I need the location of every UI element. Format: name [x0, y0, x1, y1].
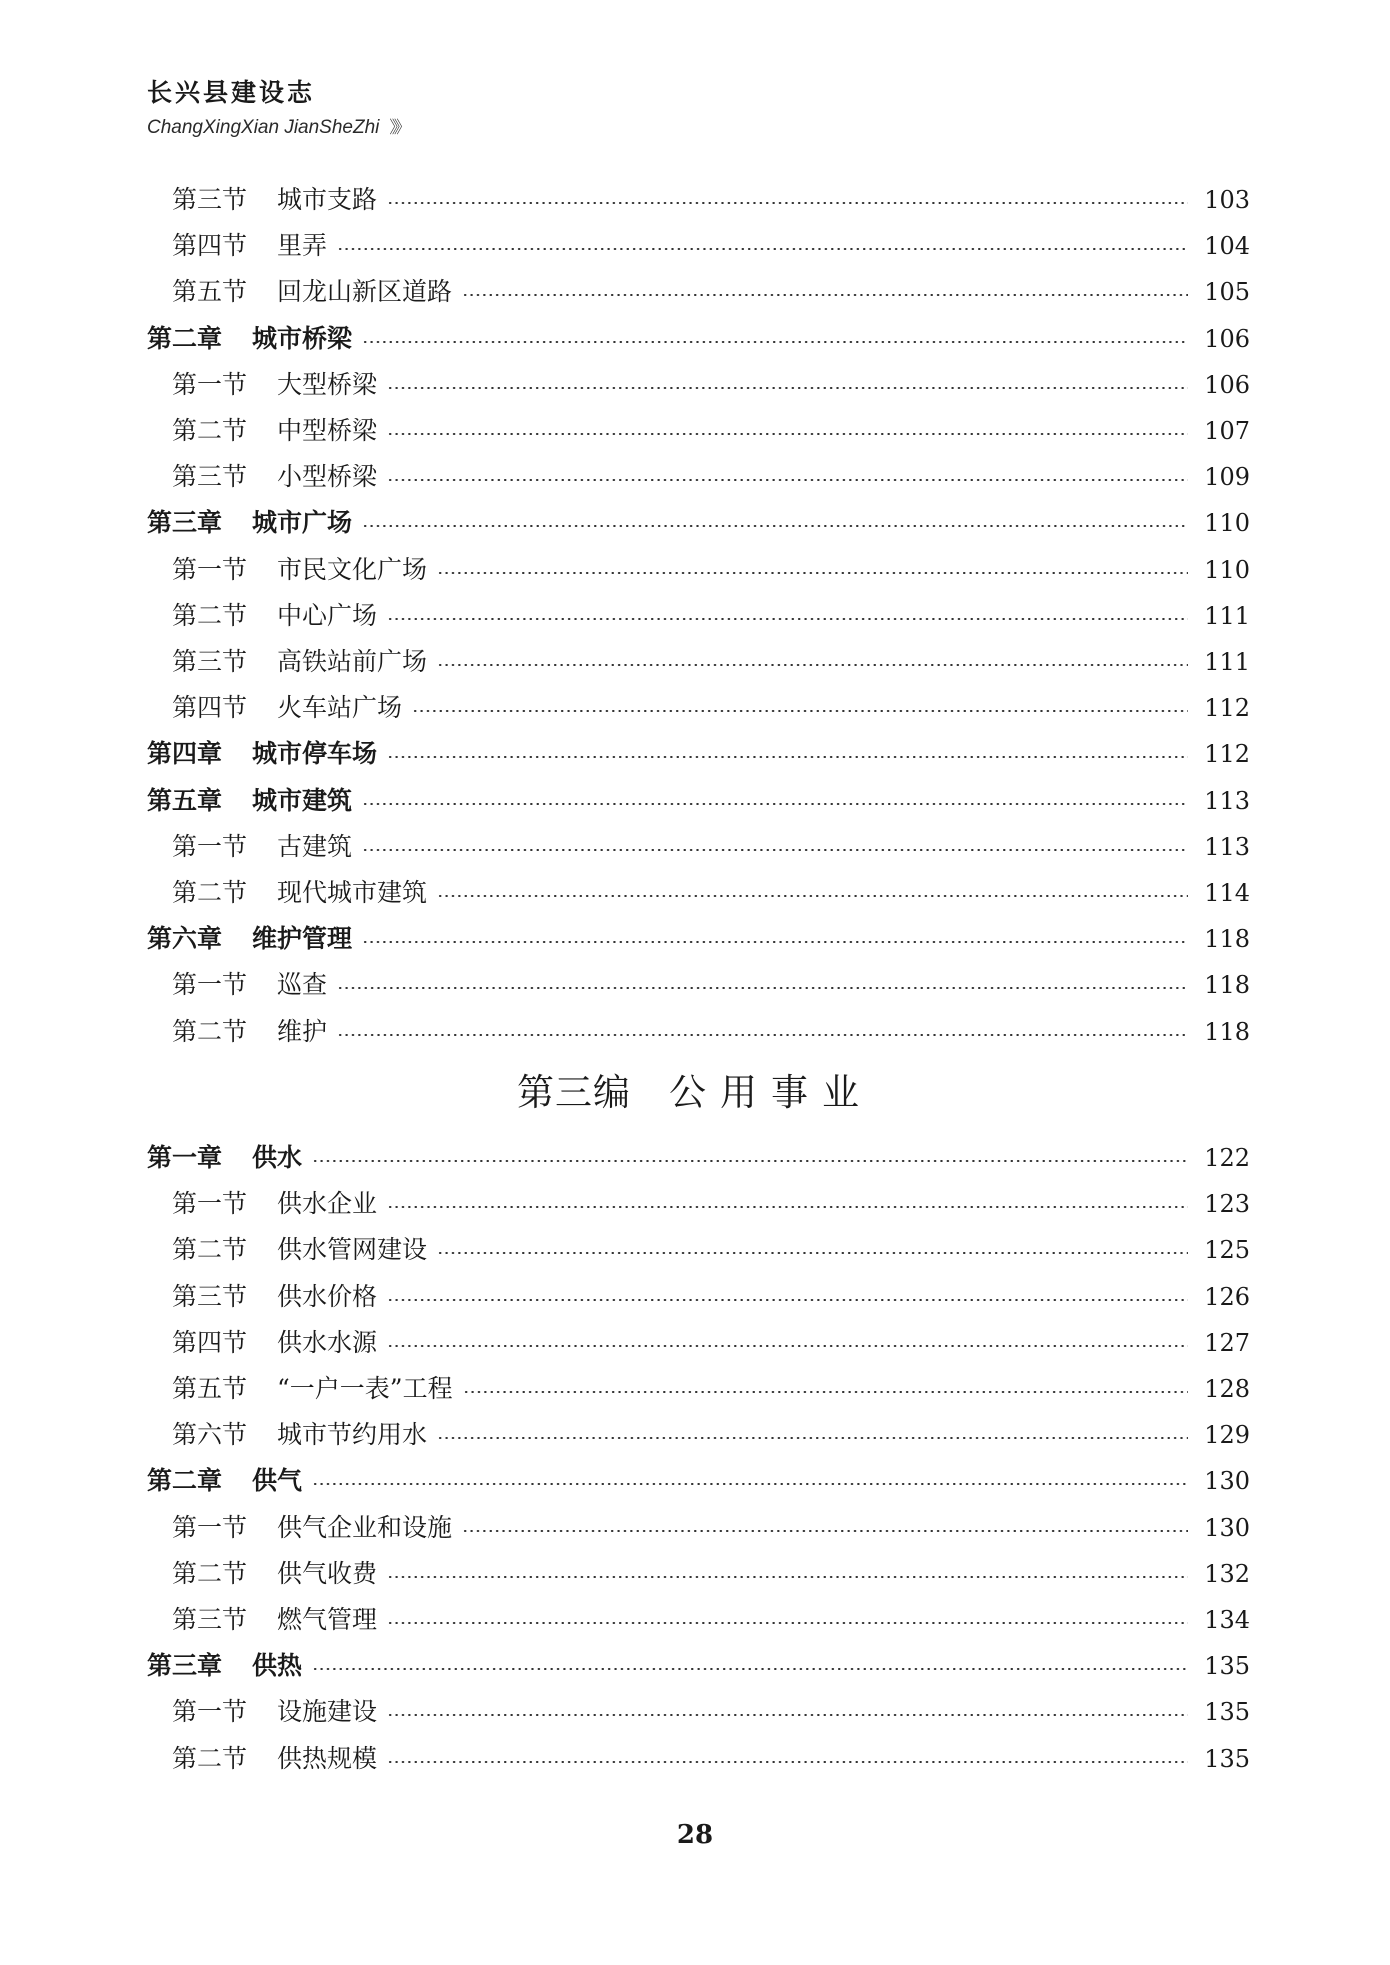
toc-section-entry	[172, 1279, 1250, 1315]
dot-leader	[387, 1576, 1188, 1578]
entry-title: 供水价格	[277, 1281, 378, 1311]
entry-number: 第四节	[172, 1327, 248, 1357]
entry-number: 第三节	[172, 647, 248, 676]
dot-leader	[387, 1345, 1188, 1347]
dot-leader	[362, 849, 1188, 851]
toc-chapter-entry	[147, 505, 1250, 541]
entry-page-number: 135	[1204, 1652, 1250, 1681]
entry-number: 第二节	[172, 1743, 248, 1773]
toc-section-entry	[172, 413, 1250, 449]
entry-page-number: 113	[1204, 786, 1250, 815]
toc-section-entry	[172, 552, 1250, 588]
entry-title: 城市停车场	[252, 739, 378, 769]
toc-section-entry	[172, 1014, 1250, 1050]
toc-chapter-entry	[147, 1648, 1250, 1684]
dot-leader	[312, 1483, 1188, 1485]
entry-number: 第五章	[147, 785, 223, 815]
entry-number: 第五节	[172, 1374, 248, 1403]
dot-leader	[387, 1206, 1188, 1208]
entry-title: 燃气管理	[277, 1605, 378, 1634]
toc-section-entry	[172, 690, 1250, 726]
entry-number: 第二节	[172, 600, 248, 630]
entry-title: 供气收费	[277, 1558, 378, 1588]
entry-title: 巡查	[277, 970, 328, 1000]
dot-leader	[437, 1437, 1188, 1439]
entry-page-number: 128	[1204, 1375, 1250, 1403]
dot-leader	[387, 1622, 1188, 1624]
entry-number: 第一节	[172, 1697, 248, 1727]
entry-title: 维护	[277, 1016, 328, 1046]
entry-number: 第一节	[172, 554, 248, 584]
entry-number: 第二节	[172, 878, 248, 907]
entry-title: 火车站广场	[277, 693, 403, 723]
entry-number: 第一节	[172, 831, 248, 861]
book-subtitle	[147, 116, 407, 140]
entry-page-number: 109	[1204, 463, 1250, 492]
entry-title: “一户一表”工程	[277, 1374, 453, 1403]
dot-leader	[463, 1391, 1188, 1393]
entry-number: 第二章	[147, 323, 223, 353]
entry-number: 第三节	[172, 1605, 248, 1634]
entry-page-number: 104	[1204, 232, 1250, 261]
entry-number: 第三章	[147, 508, 223, 538]
entry-page-number: 130	[1204, 1513, 1250, 1542]
entry-title: 中心广场	[277, 600, 378, 630]
entry-page-number: 113	[1204, 832, 1250, 861]
dot-leader	[437, 1252, 1188, 1254]
entry-page-number: 111	[1204, 601, 1250, 630]
entry-number: 第六节	[172, 1420, 248, 1450]
entry-number: 第三节	[172, 462, 248, 492]
dot-leader	[337, 1034, 1188, 1036]
entry-number: 第二章	[147, 1466, 223, 1496]
entry-number: 第三节	[172, 185, 248, 214]
entry-page-number: 132	[1204, 1559, 1250, 1588]
entry-page-number: 127	[1204, 1328, 1250, 1357]
entry-page-number: 106	[1204, 324, 1250, 353]
toc-section-entry	[172, 598, 1250, 634]
toc-section-entry	[172, 1741, 1250, 1777]
toc-section-entry	[172, 228, 1250, 264]
toc-section-entry	[172, 829, 1250, 865]
entry-number: 第一节	[172, 970, 248, 1000]
entry-title: 城市支路	[277, 185, 378, 214]
entry-title: 供热	[252, 1651, 303, 1681]
entry-page-number: 103	[1204, 186, 1250, 214]
entry-page-number: 112	[1204, 694, 1250, 723]
book-subtitle-text: ChangXingXian JianSheZhi	[147, 117, 380, 138]
entry-title: 供水企业	[277, 1189, 378, 1219]
entry-page-number: 112	[1204, 740, 1250, 769]
toc-section-entry	[172, 1556, 1250, 1592]
dot-leader	[362, 803, 1188, 805]
toc-chapter-entry	[147, 1140, 1250, 1176]
entry-page-number: 105	[1204, 278, 1250, 307]
part-title: 公用事业	[669, 1071, 873, 1114]
entry-number: 第一节	[172, 369, 248, 399]
entry-number: 第一章	[147, 1143, 223, 1172]
entry-title: 供热规模	[277, 1743, 378, 1773]
toc-section-entry	[172, 1602, 1250, 1638]
toc-section-entry	[172, 182, 1250, 218]
entry-title: 城市建筑	[252, 785, 353, 815]
dot-leader	[387, 1761, 1188, 1763]
entry-page-number: 110	[1204, 509, 1250, 538]
entry-title: 供气企业和设施	[277, 1512, 453, 1542]
dot-leader	[387, 1299, 1188, 1301]
entry-title: 小型桥梁	[277, 462, 378, 492]
entry-page-number: 118	[1204, 971, 1250, 1000]
toc-section-entry	[172, 459, 1250, 495]
entry-number: 第二节	[172, 1016, 248, 1046]
entry-number: 第一节	[172, 1512, 248, 1542]
entry-page-number: 118	[1204, 925, 1250, 954]
page-number: 28	[676, 1820, 714, 1850]
entry-title: 市民文化广场	[277, 554, 428, 584]
entry-page-number: 111	[1204, 648, 1250, 676]
dot-leader	[437, 664, 1188, 666]
entry-title: 现代城市建筑	[277, 878, 428, 907]
entry-page-number: 110	[1204, 555, 1250, 584]
entry-title: 城市节约用水	[277, 1420, 428, 1450]
toc-chapter-entry	[147, 783, 1250, 819]
dot-leader	[387, 756, 1188, 758]
toc-chapter-entry	[147, 736, 1250, 772]
toc-section-entry	[172, 644, 1250, 680]
toc-chapter-entry	[147, 321, 1250, 357]
entry-page-number: 135	[1204, 1698, 1250, 1727]
entry-page-number: 126	[1204, 1282, 1250, 1311]
dot-leader	[312, 1668, 1188, 1670]
dot-leader	[412, 710, 1188, 712]
entry-title: 设施建设	[277, 1697, 378, 1727]
entry-number: 第四节	[172, 231, 248, 261]
dot-leader	[387, 1714, 1188, 1716]
entry-page-number: 134	[1204, 1606, 1250, 1634]
entry-title: 中型桥梁	[277, 416, 378, 445]
entry-title: 大型桥梁	[277, 369, 378, 399]
page-header	[147, 78, 407, 140]
entry-number: 第三节	[172, 1281, 248, 1311]
double-chevron-icon: 》》	[389, 118, 407, 137]
entry-page-number: 129	[1204, 1421, 1250, 1450]
entry-page-number: 118	[1204, 1017, 1250, 1046]
toc-section-entry	[172, 875, 1250, 911]
entry-page-number: 125	[1204, 1236, 1250, 1265]
entry-number: 第六章	[147, 924, 223, 954]
entry-page-number: 106	[1204, 370, 1250, 399]
toc-section-entry	[172, 1417, 1250, 1453]
entry-page-number: 135	[1204, 1744, 1250, 1773]
dot-leader	[362, 525, 1188, 527]
toc-chapter-entry	[147, 921, 1250, 957]
part-heading	[0, 1070, 1390, 1116]
entry-number: 第四章	[147, 739, 223, 769]
book-title: 长兴县建设志	[147, 78, 316, 107]
dot-leader	[462, 294, 1188, 296]
toc-section-entry	[172, 1325, 1250, 1361]
dot-leader	[387, 479, 1188, 481]
dot-leader	[437, 572, 1188, 574]
toc-section-entry	[172, 367, 1250, 403]
dot-leader	[312, 1160, 1188, 1162]
toc-section-entry	[172, 1371, 1250, 1407]
entry-number: 第二节	[172, 1558, 248, 1588]
toc-section-entry	[172, 1510, 1250, 1546]
dot-leader	[362, 341, 1188, 343]
toc-section-entry	[172, 274, 1250, 310]
entry-title: 里弄	[277, 231, 328, 261]
dot-leader	[387, 387, 1188, 389]
dot-leader	[462, 1530, 1188, 1532]
dot-leader	[337, 248, 1188, 250]
entry-page-number: 123	[1204, 1190, 1250, 1219]
entry-page-number: 107	[1204, 417, 1250, 445]
dot-leader	[362, 941, 1188, 943]
entry-title: 供水水源	[277, 1327, 378, 1357]
entry-number: 第一节	[172, 1189, 248, 1219]
entry-title: 高铁站前广场	[277, 647, 428, 676]
dot-leader	[387, 202, 1188, 204]
entry-number: 第四节	[172, 693, 248, 723]
entry-number: 第三章	[147, 1651, 223, 1681]
entry-title: 供水管网建设	[277, 1235, 428, 1265]
entry-title: 维护管理	[252, 924, 353, 954]
entry-page-number: 122	[1204, 1144, 1250, 1172]
toc-chapter-entry	[147, 1463, 1250, 1499]
entry-title: 城市桥梁	[252, 323, 353, 353]
entry-number: 第二节	[172, 1235, 248, 1265]
dot-leader	[387, 433, 1188, 435]
entry-title: 供气	[252, 1466, 303, 1496]
toc-section-entry	[172, 1232, 1250, 1268]
toc-section-entry	[172, 1694, 1250, 1730]
dot-leader	[387, 618, 1188, 620]
dot-leader	[437, 895, 1188, 897]
entry-number: 第二节	[172, 416, 248, 445]
toc-section-entry	[172, 1186, 1250, 1222]
entry-title: 城市广场	[252, 508, 353, 538]
entry-title: 供水	[252, 1143, 303, 1172]
entry-page-number: 130	[1204, 1467, 1250, 1496]
part-number: 第三编	[517, 1071, 631, 1114]
entry-number: 第五节	[172, 277, 248, 307]
toc-section-entry	[172, 967, 1250, 1003]
entry-title: 古建筑	[277, 831, 353, 861]
entry-title: 回龙山新区道路	[277, 277, 453, 307]
entry-page-number: 114	[1204, 879, 1250, 907]
dot-leader	[337, 987, 1188, 989]
